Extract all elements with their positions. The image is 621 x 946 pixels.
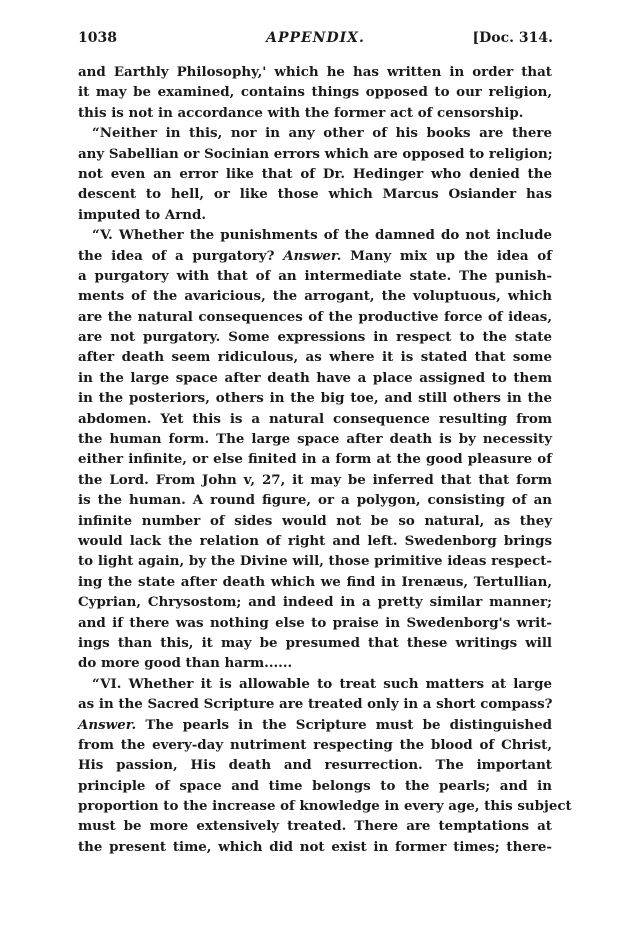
text-line: must be more extensively treated. There are temptations at — [78, 818, 552, 835]
text-line: principle of space and time belongs to the pearls; and in — [78, 777, 552, 794]
text-line: ings than this, it may be presumed that these writings will — [78, 634, 552, 651]
text-line: would lack the relation of right and left. Swedenborg brings — [78, 532, 552, 549]
text-span: the idea of a purgatory? — [78, 247, 284, 264]
page-number: 1038 — [78, 30, 117, 46]
text-line: a purgatory with that of an intermediate state. The punish- — [78, 267, 552, 284]
text-line: descent to hell, or like those which Marcus Osiander has — [78, 186, 552, 203]
text-line: the present time, which did not exist in former times; there- — [78, 838, 552, 855]
document-reference: [Doc. 314. — [472, 30, 553, 46]
text-line: ments of the avaricious, the arrogant, the voluptuous, which — [78, 288, 552, 305]
text-line: abdomen. Yet this is a natural consequence resulting from — [78, 410, 552, 427]
text-line: proportion to the increase of knowledge in every age, this subject — [78, 798, 572, 815]
text-line: imputed to Arnd. — [78, 206, 207, 223]
running-header — [78, 30, 553, 52]
text-line: and Earthly Philosophy,' which he has written in order that — [78, 64, 552, 80]
text-line — [78, 715, 552, 735]
text-span: Many mix up the idea of — [341, 247, 552, 264]
text-line: any Sabellian or Socinian errors which are opposed to religion; — [78, 145, 553, 162]
text-line: are the natural consequences of the productive force of ideas, — [78, 308, 552, 325]
text-line: “V. Whether the punishments of the damned do not include — [92, 227, 552, 244]
text-span: The pearls in the Scripture must be distinguished — [136, 716, 552, 733]
text-line: are not purgatory. Some expressions in respect to the state — [78, 329, 552, 346]
italic-word: Answer. — [283, 247, 342, 264]
text-line: His passion, His death and resurrection. The important — [78, 757, 552, 774]
text-line: Cyprian, Chrysostom; and indeed in a pretty similar manner; — [78, 594, 552, 611]
text-line: either infinite, or else finited in a form at the good pleasure of — [78, 451, 552, 468]
text-line: not even an error like that of Dr. Hedinger who denied the — [78, 165, 552, 182]
text-line: infinite number of sides would not be so natural, as they — [78, 512, 552, 529]
italic-word: Answer. — [78, 716, 137, 733]
text-line: “VI. Whether it is allowable to treat such matters at large — [92, 675, 552, 692]
text-line — [78, 246, 552, 266]
text-line: after death seem ridiculous, as where it is stated that some — [78, 349, 552, 366]
text-line: “Neither in this, nor in any other of his books are there — [92, 125, 552, 142]
text-line: and if there was nothing else to praise in Swedenborg's writ- — [78, 614, 552, 631]
text-line: as in the Sacred Scripture are treated only in a short compass? — [78, 696, 553, 713]
text-line: this is not in accordance with the former act of censorship. — [78, 104, 524, 121]
text-line: the human form. The large space after death is by necessity — [78, 431, 552, 448]
text-line: ing the state after death which we find in Irenæus, Tertullian, — [78, 573, 552, 590]
text-line: in the posteriors, others in the big toe, and still others in the — [78, 390, 552, 407]
text-line: the Lord. From John v, 27, it may be inferred that that form — [78, 471, 552, 488]
text-line: to light again, by the Divine will, those primitive ideas respect- — [78, 553, 552, 570]
text-line: is the human. A round figure, or a polygon, consisting of an — [78, 492, 552, 509]
running-title: APPENDIX. — [266, 30, 365, 46]
text-line: in the large space after death have a place assigned to them — [78, 369, 552, 386]
body-text — [78, 62, 572, 857]
text-line: from the every-day nutriment respecting the blood of Christ, — [78, 736, 552, 753]
text-line: it may be examined, contains things opposed to our religion, — [78, 84, 552, 101]
text-line: do more good than harm...... — [78, 655, 293, 672]
